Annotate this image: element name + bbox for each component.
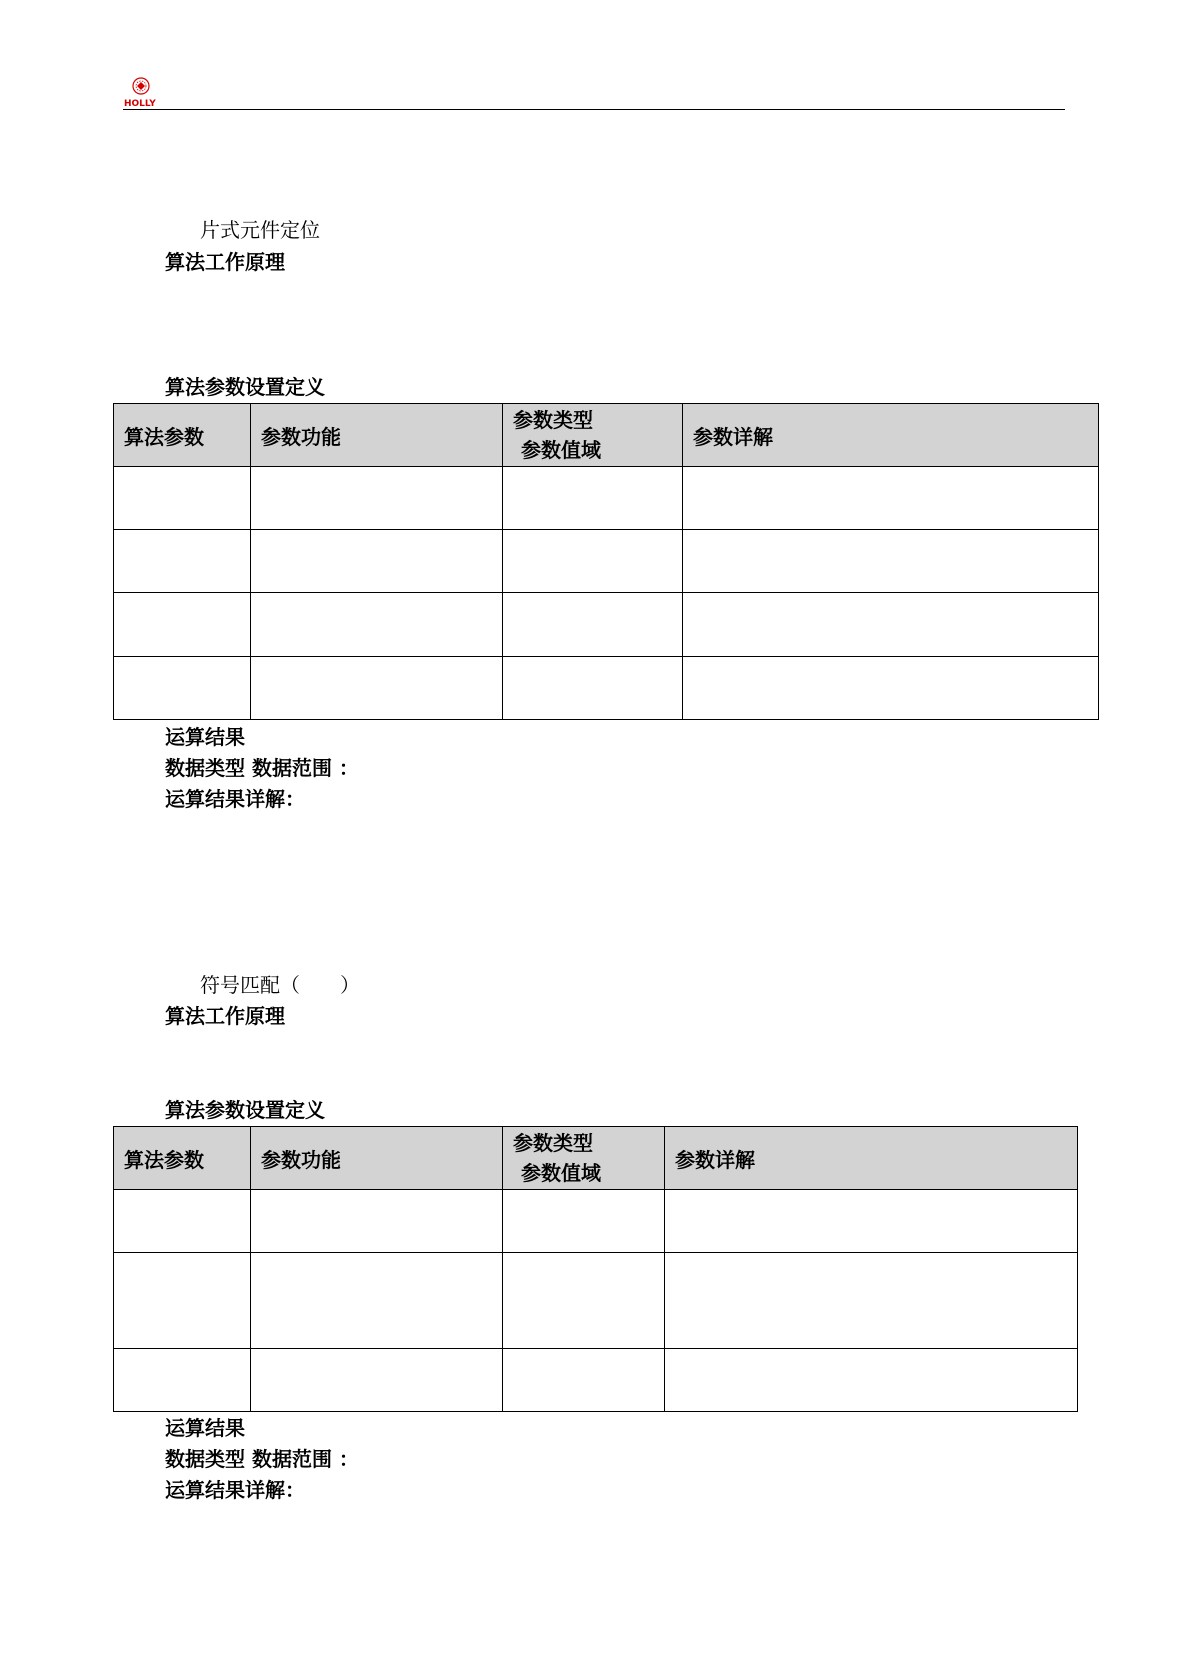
header-cell-param-detail: 参数详解	[683, 404, 1099, 467]
table-cell[interactable]	[683, 530, 1099, 593]
table-header-row	[114, 1127, 1078, 1190]
section-2-title: 符号匹配（ ）	[200, 973, 360, 997]
table-row	[114, 593, 1099, 657]
section-2-result-detail-label: 运算结果详解：	[165, 1478, 305, 1502]
table-cell[interactable]	[503, 530, 683, 593]
section-2-principle-label: 算法工作原理	[165, 1004, 285, 1028]
table-cell[interactable]	[503, 657, 683, 720]
section-1-params-label: 算法参数设置定义	[165, 375, 325, 399]
section-2-params-label: 算法参数设置定义	[165, 1098, 325, 1122]
header-cell-algo-param: 算法参数	[114, 1127, 251, 1190]
header-rule	[123, 109, 1065, 110]
table-row	[114, 657, 1099, 720]
table-cell[interactable]	[251, 1190, 503, 1253]
table-cell[interactable]	[503, 1253, 665, 1349]
table-row	[114, 467, 1099, 530]
table-cell[interactable]	[114, 1253, 251, 1349]
header-cell-algo-param: 算法参数	[114, 404, 251, 467]
header-cell-param-type-range: 参数类型 参数值域	[503, 404, 683, 467]
table-cell[interactable]	[114, 467, 251, 530]
section-2-param-table	[113, 1126, 1078, 1412]
table-cell[interactable]	[665, 1253, 1078, 1349]
table-cell[interactable]	[503, 467, 683, 530]
table-cell[interactable]	[114, 530, 251, 593]
section-1-principle-label: 算法工作原理	[165, 250, 285, 274]
table-cell[interactable]	[251, 467, 503, 530]
section-1-result-detail-label: 运算结果详解：	[165, 787, 305, 811]
section-1-result-label: 运算结果	[165, 725, 245, 749]
page-header	[123, 74, 1065, 112]
table-cell[interactable]	[251, 1349, 503, 1412]
table-cell[interactable]	[665, 1349, 1078, 1412]
table-cell[interactable]	[683, 467, 1099, 530]
section-2-result-label: 运算结果	[165, 1416, 245, 1440]
table-cell[interactable]	[114, 593, 251, 657]
holly-logo	[123, 76, 163, 110]
table-cell[interactable]	[251, 593, 503, 657]
section-1-param-table	[113, 403, 1099, 720]
table-header-row	[114, 404, 1099, 467]
section-1-datatype-label: 数据类型 数据范围 ：	[165, 756, 359, 780]
table-cell[interactable]	[503, 593, 683, 657]
header-cell-param-function: 参数功能	[251, 404, 503, 467]
table-row	[114, 1253, 1078, 1349]
section-2-datatype-label: 数据类型 数据范围 ：	[165, 1447, 359, 1471]
section-1-title: 片式元件定位	[200, 218, 320, 242]
table-cell[interactable]	[503, 1349, 665, 1412]
table-cell[interactable]	[114, 657, 251, 720]
header-cell-param-function: 参数功能	[251, 1127, 503, 1190]
table-cell[interactable]	[665, 1190, 1078, 1253]
table-cell[interactable]	[683, 657, 1099, 720]
table-row	[114, 1349, 1078, 1412]
table-cell[interactable]	[251, 657, 503, 720]
table-row	[114, 530, 1099, 593]
table-cell[interactable]	[114, 1349, 251, 1412]
table-cell[interactable]	[251, 1253, 503, 1349]
table-cell[interactable]	[683, 593, 1099, 657]
table-cell[interactable]	[114, 1190, 251, 1253]
header-cell-param-type-range: 参数类型 参数值域	[503, 1127, 665, 1190]
table-row	[114, 1190, 1078, 1253]
table-cell[interactable]	[503, 1190, 665, 1253]
table-cell[interactable]	[251, 530, 503, 593]
header-cell-param-detail: 参数详解	[665, 1127, 1078, 1190]
logo-text: HOLLY	[124, 99, 156, 109]
